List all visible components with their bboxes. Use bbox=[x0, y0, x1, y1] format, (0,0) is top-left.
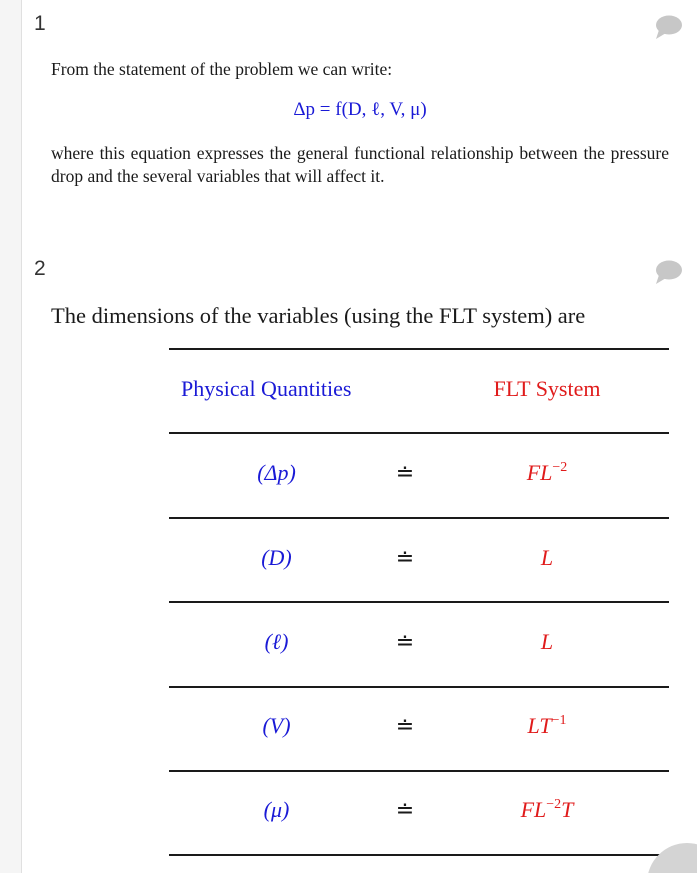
table-rule bbox=[169, 770, 669, 772]
table-rule-bottom bbox=[169, 854, 669, 856]
floating-action-button[interactable] bbox=[647, 843, 697, 873]
left-rail bbox=[0, 0, 22, 873]
step-1-explanation: where this equation expresses the general functional relationship between the pressure drop and the several variables that will affect it. bbox=[51, 143, 669, 186]
table-row-unit: $FL^{-2}$ bbox=[526, 460, 568, 485]
comment-bubble-icon bbox=[653, 14, 683, 40]
table-rule bbox=[169, 517, 669, 519]
step-number-1: 1 bbox=[34, 12, 46, 35]
table-row-quantity: (V) bbox=[262, 713, 291, 738]
table-rule bbox=[169, 686, 669, 688]
step-number-2: 2 bbox=[34, 257, 46, 280]
table-row-quantity: (Δp) bbox=[257, 460, 296, 485]
table-row-quantity: (D) bbox=[261, 545, 292, 570]
table-row-unit: $LT^{-1}$ bbox=[527, 713, 567, 738]
step-2-intro: The dimensions of the variables (using the FLT system) are bbox=[51, 303, 586, 328]
table-row-unit: L bbox=[540, 629, 554, 654]
comment-button-step-2[interactable] bbox=[653, 259, 683, 285]
table-row-relation: ≐ bbox=[395, 629, 415, 654]
header-physical-quantities: Physical Quantities bbox=[181, 376, 352, 401]
table-row-unit: L bbox=[540, 545, 554, 570]
table-rule bbox=[169, 601, 669, 603]
table-row-relation: ≐ bbox=[395, 713, 415, 738]
table-row-relation: ≐ bbox=[395, 545, 415, 570]
table-row-quantity: (μ) bbox=[263, 797, 290, 822]
table-row-quantity: (ℓ) bbox=[264, 629, 289, 654]
comment-bubble-icon bbox=[653, 259, 683, 285]
table-row-unit: $FL^{-2}T$ bbox=[520, 797, 574, 822]
table-rule-header bbox=[169, 432, 669, 434]
table-row-relation: ≐ bbox=[395, 797, 415, 822]
step-1-equation: Δp = f(D, ℓ, V, μ) bbox=[293, 99, 427, 120]
comment-button-step-1[interactable] bbox=[653, 14, 683, 40]
table-row-relation: ≐ bbox=[395, 460, 415, 485]
table-rule-top bbox=[169, 348, 669, 350]
header-flt-system: FLT System bbox=[493, 376, 601, 401]
step-1-intro: From the statement of the problem we can write: bbox=[51, 59, 393, 79]
